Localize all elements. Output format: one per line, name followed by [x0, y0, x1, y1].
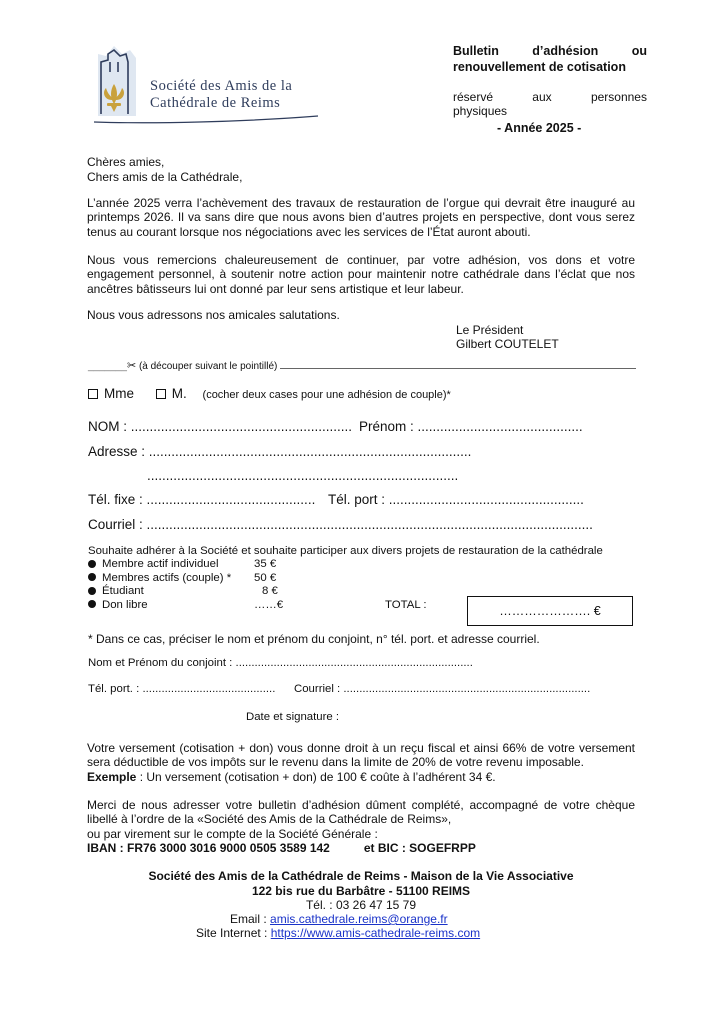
tel-fixe-field[interactable]: ............................................. — [146, 492, 316, 507]
logo-line-2: Cathédrale de Reims — [150, 95, 281, 111]
spouse-note: * Dans ce cas, préciser le nom et prénom du conjoint, n° tél. port. et adresse courriel. — [88, 632, 540, 646]
mme-checkbox[interactable] — [88, 389, 98, 399]
letter-paragraph-3: Nous vous adressons nos amicales salutations. — [87, 308, 340, 322]
bullet-icon — [88, 560, 96, 568]
total-field[interactable]: …………………. € — [467, 596, 633, 626]
site-label: Site Internet : — [196, 926, 268, 940]
email-label: Email : — [230, 912, 267, 926]
spouse-name-label: Nom et Prénom du conjoint : — [88, 657, 233, 669]
spouse-tel-label: Tél. port. : — [88, 683, 140, 695]
courriel-field[interactable]: ....................................................................................................................... — [146, 517, 593, 532]
greeting-2: Chers amis de la Cathédrale, — [87, 170, 243, 184]
email-link[interactable]: amis.cathedrale.reims@orange.fr — [270, 912, 448, 926]
bullet-icon — [88, 600, 96, 608]
tax-paragraph: Votre versement (cotisation + don) vous donne droit à un reçu fiscal et ainsi 66% de votre versement sera déductible de vos impôts sur le revenu dans la limite de 20% de votre revenu imposable. — [87, 741, 635, 770]
bic: et BIC : SOGEFRPP — [363, 841, 476, 855]
footer-email-row — [230, 912, 448, 926]
iban: IBAN : FR76 3000 3016 9000 0505 3589 142 et BIC : SOGEFRPP — [87, 841, 476, 855]
footer-site-row — [196, 926, 480, 940]
signature-title: Le Président — [456, 323, 524, 337]
payment-transfer: ou par virement sur le compte de la Société Générale : — [87, 827, 378, 841]
courriel-row — [88, 517, 593, 532]
nom-row — [88, 419, 352, 434]
membership-option[interactable]: Membre actif individuel 35 € — [88, 558, 288, 572]
tel-port-label: Tél. port : — [328, 492, 386, 507]
total-label: TOTAL : — [385, 599, 427, 611]
mme-label: Mme — [104, 386, 134, 401]
reserved-line-2: physiques — [453, 104, 508, 118]
spouse-tel-field[interactable]: .......................................... — [142, 683, 276, 695]
nom-label: NOM : — [88, 419, 127, 434]
tel-port-field[interactable]: .................................................... — [388, 492, 584, 507]
footer-tel: Tél. : 03 26 47 15 79 — [305, 898, 417, 912]
adresse-label: Adresse : — [88, 444, 146, 459]
signature-name: Gilbert COUTELET — [456, 337, 559, 351]
spouse-name-field[interactable]: ........................................................................... — [235, 657, 473, 669]
prenom-row — [359, 419, 583, 434]
prenom-label: Prénom : — [359, 419, 414, 434]
couple-note: (cocher deux cases pour une adhésion de couple)* — [202, 389, 451, 401]
adresse-field-1[interactable]: ...................................................................................... — [148, 444, 472, 459]
membership-option[interactable]: Membres actifs (couple) * 50 € — [88, 572, 288, 586]
footer-line-1: Société des Amis de la Cathédrale de Reims - Maison de la Vie Associative — [148, 869, 574, 883]
reserved-line-1: réservé aux personnes — [453, 90, 647, 104]
membership-option[interactable]: Don libre ……€ — [88, 599, 288, 613]
m-checkbox[interactable] — [156, 389, 166, 399]
adresse-field-2[interactable]: ................................................................................... — [147, 468, 459, 483]
footer-line-2: 122 bis rue du Barbâtre - 51100 REIMS — [251, 884, 471, 898]
wish-statement: Souhaite adhérer à la Société et souhaite participer aux divers projets de restauration de la cathédrale — [88, 545, 603, 557]
spouse-email-row — [294, 683, 590, 695]
spouse-tel-row — [88, 683, 275, 695]
date-signature-label: Date et signature : — [246, 711, 340, 723]
spouse-email-label: Courriel : — [294, 683, 341, 695]
tel-fixe-row — [88, 492, 315, 507]
logo-line-1: Société des Amis de la — [150, 78, 293, 94]
bulletin-title-line-2: renouvellement de cotisation — [453, 60, 626, 74]
bullet-icon — [88, 587, 96, 595]
adresse-row — [88, 444, 471, 459]
tel-port-row — [328, 492, 584, 507]
nom-field[interactable]: ........................................................... — [130, 419, 353, 434]
tel-fixe-label: Tél. fixe : — [88, 492, 143, 507]
spouse-name-row — [88, 657, 473, 669]
letter-paragraph-2: Nous vous remercions chaleureusement de continuer, par votre adhésion, vos dons et votre engagement personnel, à soutenir notre action pour maintenir notre cathédrale dans l’éclat que nos ancêtres bâtisseurs lui ont donné par leur sens artistique et leur labeur. — [87, 253, 635, 296]
site-link[interactable]: https://www.amis-cathedrale-reims.com — [270, 926, 481, 940]
bulletin-title-line-1: Bulletin d’adhésion ou — [453, 44, 647, 58]
society-logo — [92, 44, 324, 124]
payment-paragraph: Merci de nous adresser votre bulletin d’adhésion dûment complété, accompagné de votre chèque libellé à l’ordre de la «Société des Amis de la Cathédrale de Reims», — [87, 798, 635, 827]
cut-instruction: _______✂ (à découper suivant le pointillé) — [88, 359, 280, 372]
civility-row — [88, 386, 451, 401]
courriel-label: Courriel : — [88, 517, 143, 532]
membership-list — [88, 558, 288, 612]
prenom-field[interactable]: ............................................ — [417, 419, 583, 434]
spouse-email-field[interactable]: .............................................................................. — [343, 683, 591, 695]
m-label: M. — [171, 386, 187, 401]
letter-paragraph-1: L’année 2025 verra l’achèvement des travaux de restauration de l’orgue qui devrait être inauguré au printemps 2026. Il va sans dire que nous avons bien d’autres projets en perspective, dont vous serez tenus au courant lorsque nos négociations avec les services de l’État auront abouti. — [87, 196, 635, 239]
tax-example: Exemple : Un versement (cotisation + don) de 100 € coûte à l’adhérent 34 €. — [87, 770, 496, 784]
year-label: - Année 2025 - — [497, 121, 582, 135]
membership-option[interactable]: Étudiant 8 € — [88, 585, 288, 599]
greeting-1: Chères amies, — [87, 155, 165, 169]
scissors-icon: ✂ — [126, 360, 137, 372]
bullet-icon — [88, 573, 96, 581]
